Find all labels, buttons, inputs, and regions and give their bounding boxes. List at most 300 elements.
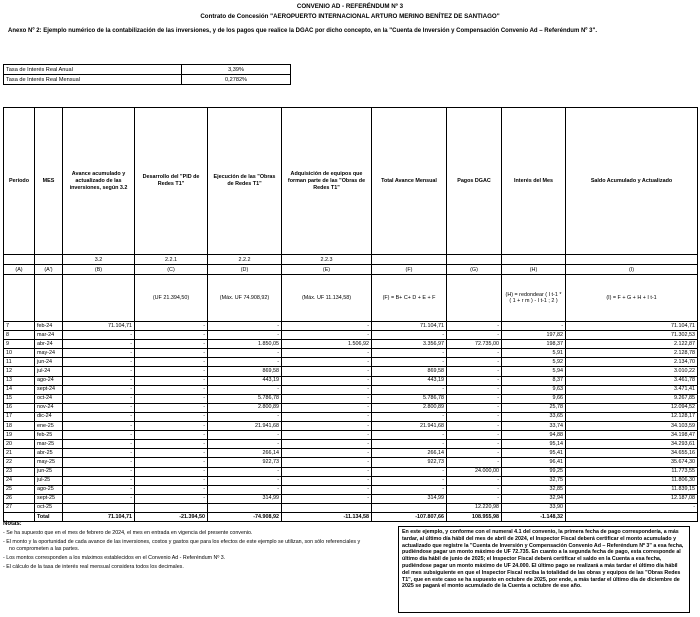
column-ref	[35, 255, 63, 265]
table-cell: -	[135, 431, 208, 440]
column-formula: (I) = F + G + H + I t-1	[566, 275, 698, 322]
table-cell: -	[447, 322, 502, 331]
note-item: - Los montos corresponden a los máximos establecidos en el Convenio Ad - Referéndum Nº 3.	[3, 555, 226, 561]
table-cell: -	[447, 449, 502, 458]
table-cell: -	[208, 412, 282, 421]
annex-title: Anexo Nº 2: Ejemplo numérico de la contabilización de las inversiones, y de los pagos que realice la DGAC por dicho concepto, en la "Cuenta de Inversión y Compensación Convenio Ad – Referéndum Nº 3".	[8, 28, 597, 34]
table-cell: 95,41	[502, 449, 566, 458]
table-cell: 922,73	[372, 458, 447, 467]
table-cell: 71.104,71	[63, 322, 135, 331]
table-cell: -	[208, 349, 282, 358]
table-cell: -	[502, 322, 566, 331]
table-row	[4, 485, 698, 494]
column-letter: (C)	[135, 265, 208, 275]
table-cell: 3.010,22	[566, 367, 698, 376]
table-cell: -	[566, 503, 698, 512]
rate-value: 3,39%	[182, 65, 291, 75]
table-row	[4, 385, 698, 394]
table-cell: -	[63, 385, 135, 394]
column-header: Período	[4, 108, 35, 255]
table-cell: 99,25	[502, 467, 566, 476]
table-row	[4, 440, 698, 449]
table-cell: -	[282, 476, 372, 485]
table-cell: abr-25	[35, 449, 63, 458]
table-cell: 314,99	[372, 494, 447, 503]
table-row	[4, 394, 698, 403]
table-cell: 34.103,59	[566, 422, 698, 431]
table-cell: -	[282, 449, 372, 458]
table-cell: 9	[4, 340, 35, 349]
column-formula	[447, 275, 502, 322]
column-formula: (F) = B+ C+ D + E + F	[372, 275, 447, 322]
table-cell: -	[135, 394, 208, 403]
table-cell: -	[135, 340, 208, 349]
table-cell: 314,99	[208, 494, 282, 503]
table-cell: 9.267,85	[566, 394, 698, 403]
table-cell: -	[282, 349, 372, 358]
note-text: Los montos corresponden a los máximos establecidos en el Convenio Ad - Referéndum Nº 3.	[6, 555, 226, 561]
table-cell: sept-24	[35, 385, 63, 394]
table-cell: -	[63, 467, 135, 476]
table-cell: 2.122,87	[566, 340, 698, 349]
table-cell: -	[63, 349, 135, 358]
table-row	[4, 458, 698, 467]
table-cell: -	[63, 358, 135, 367]
column-letter: (A)	[4, 265, 35, 275]
table-cell: 21	[4, 449, 35, 458]
table-cell: 22	[4, 458, 35, 467]
table-cell: 266,14	[372, 449, 447, 458]
table-cell: 8	[4, 331, 35, 340]
table-cell: -	[135, 412, 208, 421]
column-header: Avance acumulado y actualizado de las inversiones, según 3.2	[63, 108, 135, 255]
table-cell	[208, 503, 282, 512]
table-cell	[135, 503, 208, 512]
table-cell: -	[372, 385, 447, 394]
table-cell: -	[282, 385, 372, 394]
table-cell	[372, 503, 447, 512]
table-cell: 12.094,52	[566, 403, 698, 412]
rates-table	[3, 64, 291, 85]
column-letter: (I)	[566, 265, 698, 275]
table-cell: -	[447, 394, 502, 403]
table-cell: -	[63, 440, 135, 449]
table-cell: -	[208, 440, 282, 449]
table-cell: -	[208, 358, 282, 367]
table-cell: -	[135, 458, 208, 467]
table-cell: -	[447, 422, 502, 431]
table-cell: 2.134,70	[566, 358, 698, 367]
notes-section	[3, 521, 363, 573]
table-cell: 34.655,16	[566, 449, 698, 458]
table-cell: -	[447, 367, 502, 376]
column-letter: (B)	[63, 265, 135, 275]
table-cell: -	[135, 322, 208, 331]
table-row	[4, 431, 698, 440]
table-cell: 443,19	[208, 376, 282, 385]
table-cell: 443,19	[372, 376, 447, 385]
column-formula	[63, 275, 135, 322]
table-cell: -	[447, 412, 502, 421]
table-cell: 33,74	[502, 422, 566, 431]
table-cell: -	[63, 331, 135, 340]
table-cell: 11.839,15	[566, 485, 698, 494]
table-row	[4, 467, 698, 476]
table-cell: -	[63, 494, 135, 503]
table-cell: 13	[4, 376, 35, 385]
column-ref: 2.2.2	[208, 255, 282, 265]
table-cell: -	[372, 476, 447, 485]
table-cell: 3.471,41	[566, 385, 698, 394]
column-header: MES	[35, 108, 63, 255]
table-row	[4, 331, 698, 340]
table-cell: -	[135, 467, 208, 476]
table-cell: -	[447, 403, 502, 412]
note-text: El cálculo de la tasa de interés real mensual considera todos los decimales.	[6, 564, 184, 570]
table-cell: -	[135, 440, 208, 449]
column-ref	[502, 255, 566, 265]
table-cell: nov-24	[35, 403, 63, 412]
note-item: - El monto y la oportunidad de cada avance de las inversiones, costos y gastos que para los efectos de este ejemplo se utilizan, son sólo referenciales y no comprometen a las partes.	[3, 539, 361, 552]
table-cell: 9,63	[502, 385, 566, 394]
table-cell: 7	[4, 322, 35, 331]
column-letter: (E)	[282, 265, 372, 275]
table-cell: -	[63, 403, 135, 412]
table-cell	[566, 512, 698, 521]
table-row	[4, 340, 698, 349]
table-cell: 5.786,78	[372, 394, 447, 403]
table-cell: 71.302,53	[566, 331, 698, 340]
column-header: Saldo Acumulado y Actualizado	[566, 108, 698, 255]
table-cell: -	[447, 485, 502, 494]
table-cell: 71.104,71	[63, 512, 135, 521]
table-row	[4, 412, 698, 421]
table-cell: 11.806,30	[566, 476, 698, 485]
table-cell: -	[63, 394, 135, 403]
note-text: El monto y la oportunidad de cada avance de las inversiones, costos y gastos que para los efectos de este ejemplo se utilizan, son sólo referenciales y no comprometen a las partes.	[6, 539, 361, 552]
table-cell: mar-25	[35, 440, 63, 449]
table-cell: 23	[4, 467, 35, 476]
column-header: Ejecución de las "Obras de Redes T1"	[208, 108, 282, 255]
table-cell: -	[282, 458, 372, 467]
table-cell: 16	[4, 403, 35, 412]
table-cell: -	[282, 485, 372, 494]
table-cell: 1.850,05	[208, 340, 282, 349]
table-cell: -	[63, 412, 135, 421]
table-cell: 197,82	[502, 331, 566, 340]
table-cell: 34.198,47	[566, 431, 698, 440]
table-cell: -	[372, 431, 447, 440]
table-cell: 32,75	[502, 476, 566, 485]
table-cell: -	[447, 431, 502, 440]
table-cell: 2.800,89	[208, 403, 282, 412]
table-cell: -	[208, 322, 282, 331]
table-cell: -	[282, 440, 372, 449]
rate-row	[4, 65, 291, 75]
table-cell: -	[282, 331, 372, 340]
table-row	[4, 476, 698, 485]
column-header: Desarrollo del "PID de Redes T1"	[135, 108, 208, 255]
table-cell: -	[135, 367, 208, 376]
table-cell: -	[63, 367, 135, 376]
column-ref: 2.2.3	[282, 255, 372, 265]
table-cell: -	[372, 412, 447, 421]
table-cell: 2.128,78	[566, 349, 698, 358]
doc-title: CONVENIO AD - REFERÉNDUM Nº 3	[296, 3, 404, 10]
table-cell: 71.104,71	[372, 322, 447, 331]
table-cell: -	[63, 431, 135, 440]
table-cell: -	[208, 431, 282, 440]
table-cell: -	[135, 449, 208, 458]
table-cell: jul-25	[35, 476, 63, 485]
table-cell: -	[63, 376, 135, 385]
table-cell: mar-24	[35, 331, 63, 340]
table-cell: 9,66	[502, 394, 566, 403]
table-cell: 26	[4, 494, 35, 503]
table-cell: -107.807,66	[372, 512, 447, 521]
table-cell: 94,88	[502, 431, 566, 440]
note-item: - El cálculo de la tasa de interés real mensual considera todos los decimales.	[3, 564, 184, 570]
table-cell: 869,58	[208, 367, 282, 376]
column-ref: 3.2	[63, 255, 135, 265]
column-header: Interés del Mes	[502, 108, 566, 255]
table-cell: 5,91	[502, 349, 566, 358]
table-cell: -	[208, 467, 282, 476]
table-row	[4, 358, 698, 367]
table-row	[4, 422, 698, 431]
table-cell: 32,94	[502, 494, 566, 503]
table-cell: -	[447, 494, 502, 503]
column-letter: (D)	[208, 265, 282, 275]
table-cell: -74.908,92	[208, 512, 282, 521]
table-cell: -	[372, 467, 447, 476]
table-cell: jul-24	[35, 367, 63, 376]
column-letter: (F)	[372, 265, 447, 275]
table-cell: ago-25	[35, 485, 63, 494]
doc-subtitle: Contrato de Concesión "AEROPUERTO INTERNACIONAL ARTURO MERINO BENÍTEZ DE SANTIAGO"	[200, 13, 500, 20]
table-cell: 5.786,78	[208, 394, 282, 403]
table-cell: -	[135, 485, 208, 494]
table-cell: 5,92	[502, 358, 566, 367]
table-cell: 33,90	[502, 503, 566, 512]
table-cell: -	[447, 358, 502, 367]
rate-value: 0,2782%	[182, 75, 291, 85]
table-cell: -	[372, 440, 447, 449]
table-cell: -	[63, 340, 135, 349]
table-cell: 24.000,00	[447, 467, 502, 476]
table-cell: 198,37	[502, 340, 566, 349]
column-formula: (Máx. UF 74.908,92)	[208, 275, 282, 322]
table-cell: feb-24	[35, 322, 63, 331]
table-cell: -	[135, 494, 208, 503]
table-cell: 27	[4, 503, 35, 512]
table-cell: 34.293,61	[566, 440, 698, 449]
table-cell: -	[372, 358, 447, 367]
table-cell: 12.128,17	[566, 412, 698, 421]
table-cell: 108.955,98	[447, 512, 502, 521]
table-cell: -	[282, 467, 372, 476]
table-cell: sept-25	[35, 494, 63, 503]
table-row	[4, 503, 698, 512]
table-cell: 18	[4, 422, 35, 431]
table-cell: -	[208, 485, 282, 494]
table-cell: 10	[4, 349, 35, 358]
table-cell: -	[282, 376, 372, 385]
table-cell: 5,94	[502, 367, 566, 376]
column-letter: (H)	[502, 265, 566, 275]
column-ref	[566, 255, 698, 265]
table-cell: 72.735,00	[447, 340, 502, 349]
column-ref	[4, 255, 35, 265]
table-cell: 3.461,78	[566, 376, 698, 385]
table-cell: 25,78	[502, 403, 566, 412]
table-row	[4, 494, 698, 503]
table-cell: 35.674,30	[566, 458, 698, 467]
table-cell: abr-24	[35, 340, 63, 349]
table-cell: -	[372, 485, 447, 494]
table-cell: -	[63, 422, 135, 431]
table-cell: -	[135, 358, 208, 367]
table-cell: 24	[4, 476, 35, 485]
table-cell: 32,85	[502, 485, 566, 494]
table-cell: -	[447, 349, 502, 358]
table-row	[4, 349, 698, 358]
table-cell: 2.800,89	[372, 403, 447, 412]
notes-title: Notas:	[3, 521, 22, 527]
table-cell: -	[135, 403, 208, 412]
table-row	[4, 322, 698, 331]
table-row	[4, 367, 698, 376]
table-cell: 12.187,08	[566, 494, 698, 503]
rate-label: Tasa de Interés Real Mensual	[4, 75, 182, 85]
column-formula: (H) = redondear ( I t-1 * ( 1 + r m ) - I t-1 ; 2 )	[502, 275, 566, 322]
table-cell: dic-24	[35, 412, 63, 421]
table-cell: -	[208, 331, 282, 340]
table-cell: 266,14	[208, 449, 282, 458]
table-cell: -	[282, 367, 372, 376]
table-cell: 33,65	[502, 412, 566, 421]
table-cell: 14	[4, 385, 35, 394]
table-cell: -	[282, 431, 372, 440]
table-cell: -	[447, 385, 502, 394]
table-cell: -1.148,32	[502, 512, 566, 521]
table-cell: 11	[4, 358, 35, 367]
table-cell: -	[447, 440, 502, 449]
column-formula: (UF 21.394,50)	[135, 275, 208, 322]
table-cell: 95,14	[502, 440, 566, 449]
table-cell: -	[447, 331, 502, 340]
rate-row	[4, 75, 291, 85]
rate-label: Tasa de Interés Real Anual	[4, 65, 182, 75]
table-cell: may-25	[35, 458, 63, 467]
table-cell: -	[282, 403, 372, 412]
table-cell: -	[372, 331, 447, 340]
table-cell: 71.104,71	[566, 322, 698, 331]
table-cell: -	[282, 358, 372, 367]
table-cell: -	[282, 394, 372, 403]
table-cell: oct-24	[35, 394, 63, 403]
table-cell: -	[447, 476, 502, 485]
table-cell: -	[135, 349, 208, 358]
column-formula	[35, 275, 63, 322]
table-cell: -11.134,58	[282, 512, 372, 521]
table-cell: -	[63, 458, 135, 467]
column-formula: (Máx. UF 11.134,58)	[282, 275, 372, 322]
table-cell: jun-24	[35, 358, 63, 367]
column-ref: 2.2.1	[135, 255, 208, 265]
note-item: - Se ha supuesto que en el mes de febrero de 2024, el mes en entrada en vigencia del presente convenio.	[3, 530, 253, 536]
column-ref	[447, 255, 502, 265]
column-header: Pagos DGAC	[447, 108, 502, 255]
explanation-box: En este ejemplo, y conforme con el numeral 4.1 del convenio, la primera fecha de pago correspondería, a más tardar, al último día hábil del mes de abril de 2024, el Inspector Fiscal deberá certificar el monto acumulado y actualizado que registre la "Cuenta de Inversión y Compensación Convenio Ad – Referéndum Nº 3" a esa fecha, pudiéndose pagar un monto máximo de UF 72.735. En cuanto a la segunda fecha de pago, esta corresponde al último día hábil de junio de 2025; el Inspector Fiscal deberá certificar el saldo en la Cuenta a esa fecha, pudiéndose pagar un monto máximo de UF 24.000. El último pago se realizará a más tardar el último día hábil del mes subsiguiente en que el Inspector Fiscal reciba la totalidad de las obras y equipos de las "Obras Redes T1", que en este caso se ha supuesto en octubre de 2025, por ende, a más tardar el último día de diciembre de 2025 se pagará el monto acumulado de la Cuenta a octubre de ese año.	[398, 526, 690, 613]
table-cell: 11.773,55	[566, 467, 698, 476]
table-cell: -	[63, 485, 135, 494]
column-letter: (G)	[447, 265, 502, 275]
table-row	[4, 403, 698, 412]
table-cell: -	[135, 376, 208, 385]
table-cell: 25	[4, 485, 35, 494]
column-ref	[372, 255, 447, 265]
table-cell: -	[63, 476, 135, 485]
table-cell: oct-25	[35, 503, 63, 512]
table-cell: 21.941,68	[372, 422, 447, 431]
column-header: Adquisición de equipos que forman parte de las "Obras de Redes T1"	[282, 108, 372, 255]
table-cell: -21.394,50	[135, 512, 208, 521]
column-formula	[4, 275, 35, 322]
table-cell: -	[282, 494, 372, 503]
note-text: Se ha supuesto que en el mes de febrero de 2024, el mes en entrada en vigencia del presente convenio.	[6, 530, 253, 536]
table-cell: Total	[35, 512, 63, 521]
table-cell: 17	[4, 412, 35, 421]
table-row	[4, 376, 698, 385]
column-letter: (A')	[35, 265, 63, 275]
table-cell: ago-24	[35, 376, 63, 385]
table-cell: may-24	[35, 349, 63, 358]
table-cell: 15	[4, 394, 35, 403]
table-cell: 96,41	[502, 458, 566, 467]
table-cell: 21.941,68	[208, 422, 282, 431]
table-cell: 1.506,92	[282, 340, 372, 349]
table-cell	[63, 503, 135, 512]
table-cell: -	[135, 385, 208, 394]
table-cell: 20	[4, 440, 35, 449]
table-row	[4, 449, 698, 458]
table-cell: -	[135, 331, 208, 340]
table-cell: -	[282, 422, 372, 431]
table-cell: 12.220,98	[447, 503, 502, 512]
table-cell: -	[63, 449, 135, 458]
table-cell: -	[282, 322, 372, 331]
table-cell: jun-25	[35, 467, 63, 476]
table-cell: -	[135, 476, 208, 485]
table-cell: -	[282, 412, 372, 421]
table-cell: -	[208, 385, 282, 394]
table-cell: -	[135, 422, 208, 431]
table-cell: 3.356,97	[372, 340, 447, 349]
table-cell: -	[447, 376, 502, 385]
table-cell: 869,58	[372, 367, 447, 376]
table-cell: feb-25	[35, 431, 63, 440]
table-cell: 19	[4, 431, 35, 440]
table-cell: 12	[4, 367, 35, 376]
table-cell	[282, 503, 372, 512]
table-cell: -	[208, 476, 282, 485]
column-header: Total Avance Mensual	[372, 108, 447, 255]
table-cell: -	[372, 349, 447, 358]
table-cell: ene-25	[35, 422, 63, 431]
table-cell: -	[447, 458, 502, 467]
investment-table	[3, 107, 698, 522]
